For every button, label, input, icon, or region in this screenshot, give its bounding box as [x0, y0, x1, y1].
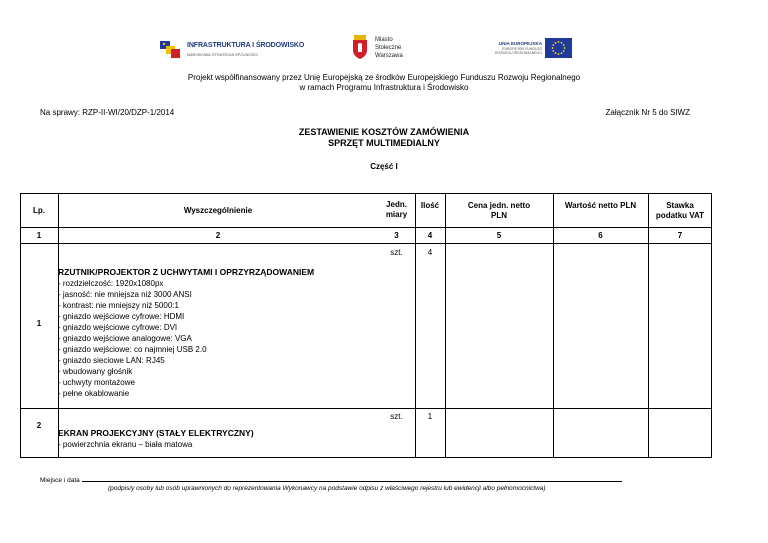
row2-description	[58, 428, 254, 450]
col-number: 4	[427, 231, 433, 240]
place-and-date-line	[82, 475, 622, 482]
header-description: Wyszczególnienie	[183, 206, 253, 215]
col-number: 7	[677, 231, 683, 240]
signature-note: (podpis/y osoby lub osób uprawnionych do reprezentowania Wykonawcy na podstawie odpisu z właściwego rejestru lub ewidencji albo pełnomocnictwa)	[108, 485, 546, 492]
fe-flag-icon	[160, 38, 182, 60]
row1-spec: - gniazdo wejściowe analogowe: VGA	[58, 334, 192, 343]
row1-quantity: 4	[427, 248, 433, 257]
case-reference: Na sprawy: RZP-II-WI/20/DZP-1/2014	[40, 108, 175, 117]
document-title	[0, 127, 768, 149]
eu-logo-title: UNIA EUROPEJSKA	[498, 41, 542, 46]
header-vat-line1: Stawka	[666, 201, 694, 210]
col-number: 2	[215, 231, 221, 240]
col-number: 1	[36, 231, 42, 240]
title-line1: ZESTAWIENIE KOSZTÓW ZAMÓWIENIA	[298, 127, 470, 137]
row2-quantity: 1	[427, 412, 433, 421]
warszawa-line1: Miasto	[375, 37, 393, 43]
header-vat-rate	[648, 201, 712, 221]
title-line2: SPRZĘT MULTIMEDIALNY	[328, 138, 440, 148]
col-number: 5	[496, 231, 502, 240]
project-line1: Projekt współfinansowany przez Unię Europejską ze środków Europejskiego Funduszu Rozwoju Regionalnego	[187, 73, 581, 82]
header-net-value: Wartość netto PLN	[564, 201, 637, 210]
warsaw-crest-icon	[351, 34, 369, 60]
col-number: 3	[394, 231, 399, 240]
header-vat-line2: podatku VAT	[655, 211, 705, 220]
cost-table	[20, 193, 712, 458]
eu-flag-icon	[545, 38, 572, 58]
project-statement	[0, 73, 768, 93]
row1-spec: - gniazdo wejściowe cyfrowe: HDMI	[58, 312, 185, 321]
fe-logo-subtitle: NARODOWA STRATEGIA SPÓJNOŚCI	[187, 52, 259, 57]
row1-spec: - uchwyty montażowe	[58, 378, 135, 387]
header-unit	[378, 200, 415, 220]
header-price-line1: Cena jedn. netto	[467, 201, 531, 210]
warszawa-line3: Warszawa	[375, 53, 403, 59]
row2-unit: szt.	[390, 412, 403, 421]
header-lp: Lp.	[33, 206, 45, 215]
attachment-number: Załącznik Nr 5 do SIWZ	[605, 108, 690, 117]
table-header-divider	[20, 227, 712, 228]
table-border-bottom	[20, 457, 712, 458]
row1-spec: - pełne okablowanie	[58, 389, 130, 398]
place-and-date-label: Miejsce i data	[40, 477, 80, 484]
fundusze-europejskie-logo	[160, 38, 305, 64]
row1-description	[58, 267, 314, 399]
eu-logo-subtitle: EUROPEJSKI FUNDUSZ ROZWOJU REGIONALNEGO	[494, 47, 542, 55]
row1-spec: - wbudowany głośnik	[58, 367, 133, 376]
row2-lp: 2	[36, 421, 42, 430]
row1-lp: 1	[36, 319, 42, 328]
header-unit-line1: Jedn.	[386, 200, 407, 209]
row2-item-name: EKRAN PROJEKCYJNY (STAŁY ELEKTRYCZNY)	[58, 428, 254, 438]
row2-spec: - powierzchnia ekranu – biała matowa	[58, 440, 193, 449]
part-label: Część I	[370, 162, 398, 171]
row1-unit: szt.	[390, 248, 403, 257]
header-unit-price	[445, 201, 553, 221]
table-border-top	[20, 193, 712, 194]
row1-spec: - rozdzielczość: 1920x1080px	[58, 279, 164, 288]
row1-spec: - gniazdo sieciowe LAN: RJ45	[58, 356, 165, 365]
row1-spec: - gniazdo wejściowe cyfrowe: DVI	[58, 323, 178, 332]
row1-spec: - kontrast: nie mniejszy niż 5000:1	[58, 301, 179, 310]
eu-logo	[494, 38, 578, 64]
header-price-line2: PLN	[491, 211, 507, 220]
table-row-divider	[20, 408, 712, 409]
header-unit-line2: miary	[385, 210, 408, 219]
warszawa-logo-text	[375, 36, 403, 60]
fe-logo-title: INFRASTRUKTURA I ŚRODOWISKO	[187, 42, 305, 49]
warszawa-line2: Stołeczne	[375, 45, 402, 51]
project-line2: w ramach Programu Infrastruktura i Środowisko	[299, 83, 469, 92]
header-quantity: Ilość	[420, 201, 440, 210]
row1-spec: - gniazdo wejściowe: co najmniej USB 2.0	[58, 345, 207, 354]
table-numbers-divider	[20, 243, 712, 244]
row1-spec: - jasność: nie mniejsza niż 3000 ANSI	[58, 290, 192, 299]
row1-item-name: RZUTNIK/PROJEKTOR Z UCHWYTAMI I OPRZYRZĄDOWANIEM	[58, 267, 315, 277]
warszawa-logo	[351, 34, 431, 68]
col-number: 6	[598, 231, 603, 240]
place-and-date	[40, 475, 622, 484]
